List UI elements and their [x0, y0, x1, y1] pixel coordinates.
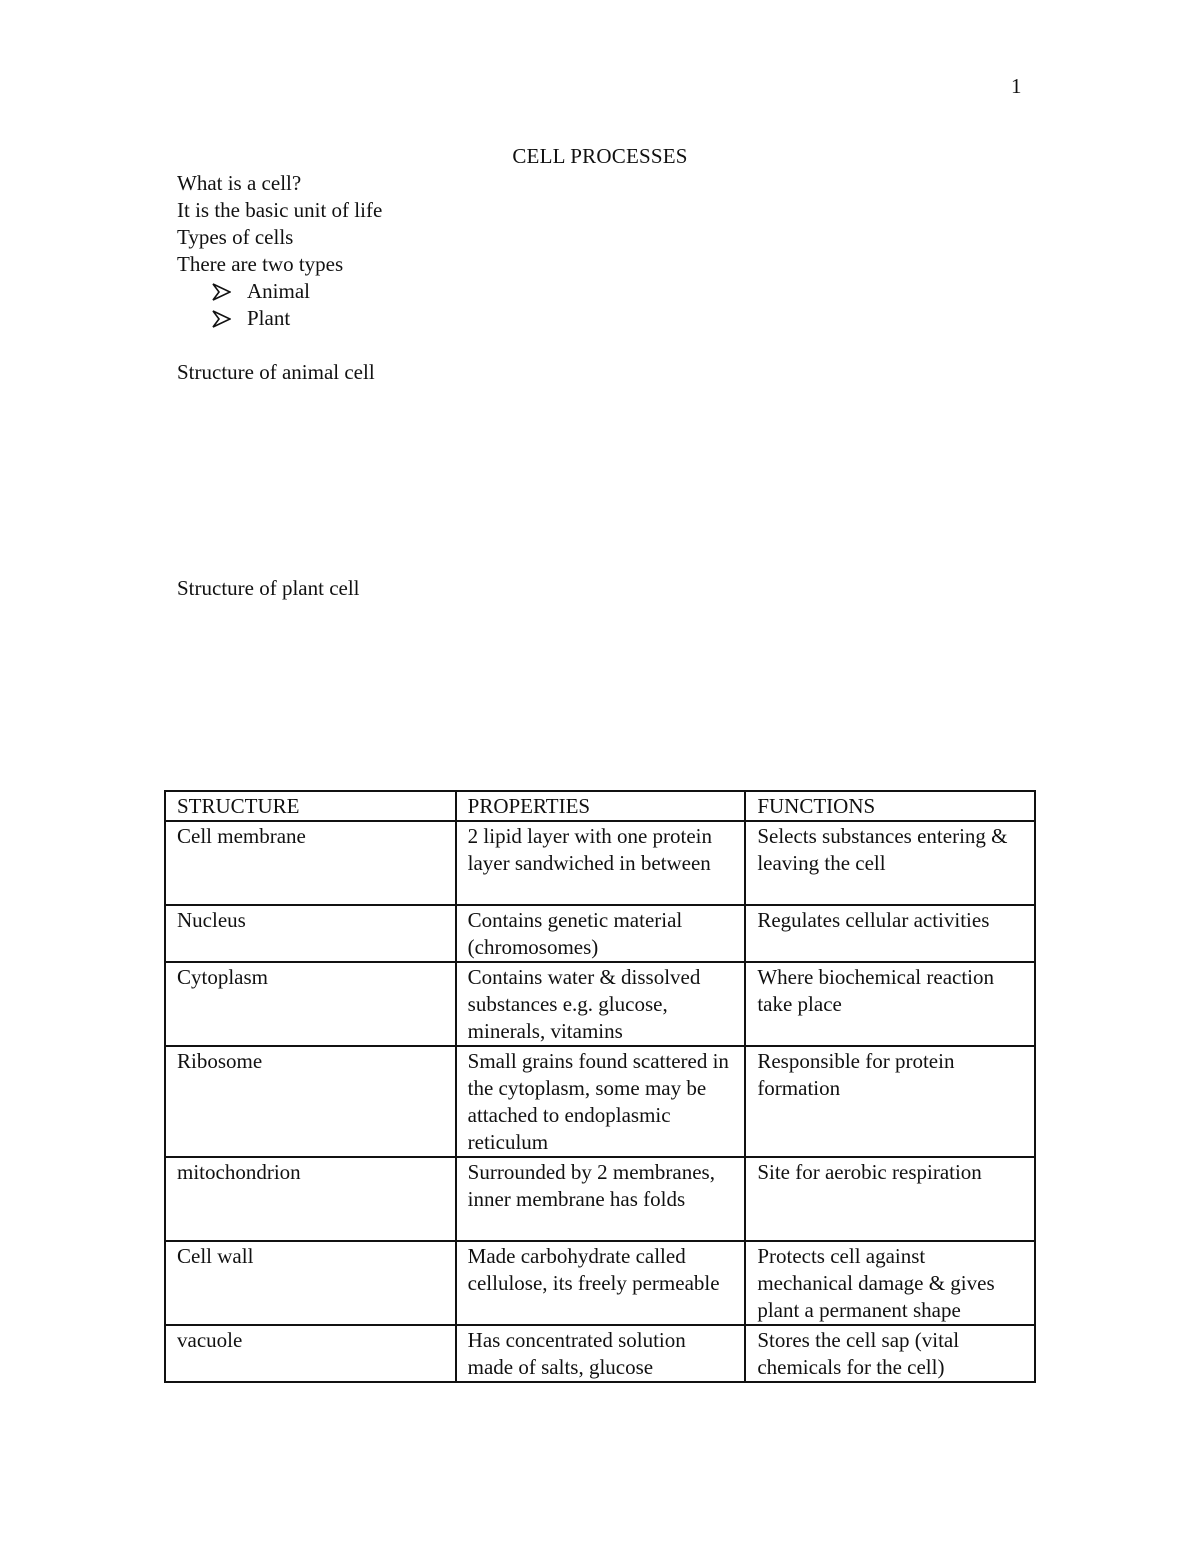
properties-cell: Made carbohydrate called cellulose, its freely permeable: [456, 1241, 746, 1325]
structure-cell: Nucleus: [165, 905, 456, 962]
table-row: [165, 905, 1035, 962]
properties-cell: 2 lipid layer with one protein layer sandwiched in between: [456, 821, 746, 905]
functions-cell: Where biochemical reaction take place: [745, 962, 1035, 1046]
structure-cell: vacuole: [165, 1325, 456, 1382]
functions-cell: Selects substances entering & leaving the cell: [745, 821, 1035, 905]
functions-cell: Site for aerobic respiration: [745, 1157, 1035, 1241]
table-row: [165, 821, 1035, 905]
types-heading: Types of cells: [177, 225, 294, 249]
question-line: What is a cell?: [177, 171, 302, 195]
functions-cell: Responsible for protein formation: [745, 1046, 1035, 1157]
structure-cell: mitochondrion: [165, 1157, 456, 1241]
functions-cell: Stores the cell sap (vital chemicals for the cell): [745, 1325, 1035, 1382]
header-properties: PROPERTIES: [456, 791, 746, 821]
header-structure: STRUCTURE: [165, 791, 456, 821]
table-row: [165, 962, 1035, 1046]
animal-cell-heading: Structure of animal cell: [177, 360, 375, 384]
list-item-label: Animal: [247, 279, 310, 303]
plant-cell-heading: Structure of plant cell: [177, 576, 360, 600]
document-title: CELL PROCESSES: [512, 144, 688, 168]
list-item: [212, 305, 382, 332]
table-row: [165, 1325, 1035, 1382]
properties-cell: Has concentrated solution made of salts, glucose: [456, 1325, 746, 1382]
functions-cell: Protects cell against mechanical damage & gives plant a permanent shape: [745, 1241, 1035, 1325]
structure-cell: Cell membrane: [165, 821, 456, 905]
table-header-row: [165, 791, 1035, 821]
properties-cell: Contains water & dissolved substances e.g. glucose, minerals, vitamins: [456, 962, 746, 1046]
table-row: [165, 1157, 1035, 1241]
intro-section: [177, 170, 382, 332]
structure-cell: Cell wall: [165, 1241, 456, 1325]
properties-cell: Surrounded by 2 membranes, inner membrane has folds: [456, 1157, 746, 1241]
functions-cell: Regulates cellular activities: [745, 905, 1035, 962]
properties-cell: Contains genetic material (chromosomes): [456, 905, 746, 962]
structure-cell: Ribosome: [165, 1046, 456, 1157]
list-item: [212, 278, 382, 305]
table-row: [165, 1046, 1035, 1157]
header-functions: FUNCTIONS: [745, 791, 1035, 821]
cell-structure-table: [164, 790, 1036, 1383]
page-number: 1: [1011, 74, 1022, 98]
answer-line: It is the basic unit of life: [177, 198, 383, 222]
types-intro: There are two types: [177, 252, 344, 276]
table-row: [165, 1241, 1035, 1325]
arrow-bullet-icon: [212, 283, 231, 301]
list-item-label: Plant: [247, 306, 291, 330]
arrow-bullet-icon: [212, 310, 231, 328]
properties-cell: Small grains found scattered in the cytoplasm, some may be attached to endoplasmic reticulum: [456, 1046, 746, 1157]
structure-cell: Cytoplasm: [165, 962, 456, 1046]
cell-types-list: [177, 278, 382, 332]
